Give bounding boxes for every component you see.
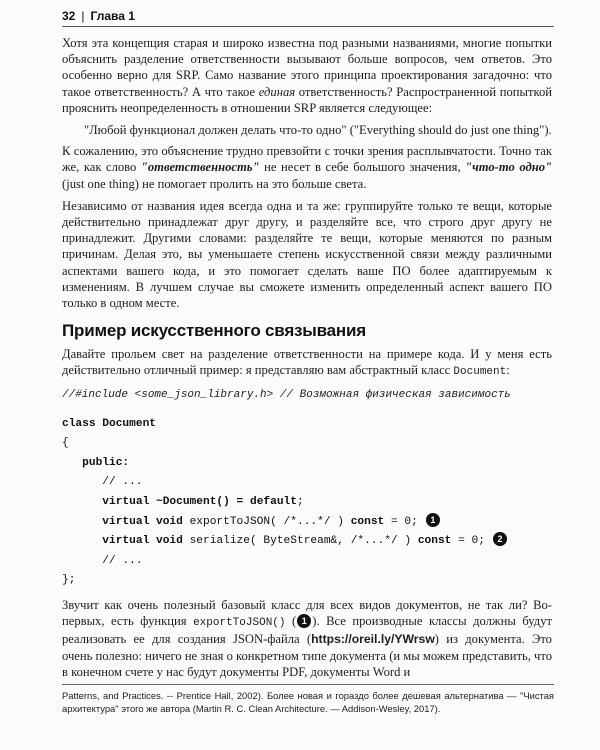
paragraph-4-a: Давайте прольем свет на разделение ответственности на примере кода. И у меня есть действительно отличный пример: я представляю вам абстрактный класс: [62, 347, 552, 378]
emphasis-one-thing: "что-то одно": [465, 160, 552, 175]
code-line-5-b: default: [249, 496, 297, 509]
code-line-8-b: serialize( ByteStream&, /*...*/ ): [189, 535, 418, 548]
inline-code-document: Document: [453, 366, 507, 379]
paragraph-5-b: . Все производные классы должны будут реализовать ее для создания JSON-файла (: [62, 614, 552, 647]
code-line-8: [62, 532, 552, 552]
emphasis-responsibility: "ответственность": [140, 160, 260, 175]
header-separator: |: [81, 9, 85, 23]
footnote: Patterns, and Practices. -- Prentice Hall, 2002). Более новая и гораздо более дешевая альтернатива — "Чистая архитектура" этого же автора (Martin R. C. Clean Architecture. — Addison-Wesley, 2017).: [62, 690, 554, 714]
code-line-8-c: const: [417, 535, 452, 548]
paragraph-2-b: не несет в себе большого значения,: [259, 160, 466, 175]
code-listing: [62, 415, 552, 591]
code-line-9: // ...: [62, 554, 143, 567]
code-line-7-d: = 0;: [384, 515, 418, 528]
json-link[interactable]: https://oreil.ly/YWrsw: [311, 632, 435, 647]
code-line-5-c: ;: [296, 496, 304, 509]
code-line-5: [62, 493, 552, 513]
code-line-4: // ...: [62, 476, 143, 489]
paragraph-2-a: К сожалению, это объяснение трудно превзойти с точки зрения расплывчатости. Точно так же, как слово: [62, 144, 552, 175]
code-line-8-d: = 0;: [451, 535, 485, 548]
include-comment-text: //#include <some_json_library.h> // Возможная физическая зависимость: [62, 388, 511, 401]
chapter-title: Глава 1: [90, 9, 135, 23]
paragraph-5-a: Звучит как очень полезный базовый класс для всех видов документов, не так ли? Во-первых, есть функция: [62, 598, 552, 629]
callout-1-inline-icon: 1: [297, 614, 311, 628]
code-line-1: class Document: [62, 417, 156, 430]
code-line-7: [62, 513, 552, 533]
paragraph-4-b: :: [506, 363, 510, 378]
paragraph-5: Звучит как очень полезный базовый класс для всех видов документов, не так ли? Во-первых, есть функция exportToJSON() ( 1 ). Все производные классы должны будут реализовать ее для создания JSON-файла (https://oreil.ly/YWrsw) из документа. Это очень полезно: ничего не зная о конкретном типе документа (и мы можем представить, что в конечном счете у нас будут документы PDF, документы Word и: [62, 598, 552, 679]
inline-code-export: exportToJSON(): [193, 617, 286, 630]
paragraph-1: [62, 35, 552, 116]
code-line-7-a: virtual void: [62, 515, 190, 528]
code-line-8-a: virtual void: [62, 535, 190, 548]
callout-1-icon: 1: [426, 513, 440, 527]
paragraph-5-c: ) из документа. Это очень полезно: ничего не зная о конкретном типе документа (и мы можем представить, что в конечном счете у нас будут документы PDF, документы Word и: [62, 632, 552, 679]
code-line-2: {: [62, 437, 69, 450]
footnote-rule: [62, 684, 554, 685]
page-body: [62, 35, 552, 686]
header-rule: [62, 26, 554, 27]
code-line-5-a: virtual ~Document() =: [62, 496, 250, 509]
code-line-7-b: exportToJSON( /*...*/ ): [189, 515, 351, 528]
section-heading: Пример искусственного связывания: [62, 321, 366, 341]
code-line-10: };: [62, 574, 76, 587]
callout-2-icon: 2: [493, 532, 507, 546]
code-line-3: public:: [62, 456, 130, 469]
quote-block: "Любой функционал должен делать что-то одно" ("Everything should do just one thing").: [84, 123, 552, 138]
running-head: [62, 9, 562, 23]
emphasis-edinaya: единая: [258, 84, 296, 99]
code-line-7-c: const: [350, 515, 385, 528]
include-comment-line: [62, 387, 552, 403]
paragraph-1-end: ответственность? Распространенной попыткой прояснить неопределенность в отношении SRP является следующее:: [62, 84, 552, 115]
paragraph-2: [62, 143, 552, 192]
paragraph-2-c: (just one thing) не помогает пролить на это больше света.: [62, 176, 367, 191]
paragraph-3: Независимо от названия идея всегда одна и та же: группируйте только те вещи, которые действительно принадлежат друг другу, и разделяйте все, что строго друг другу не принадлежит. Другими словами: разделяйте те вещи, которые меняются по разным причинам. Делая это, вы уменьшаете степень искусственной связи между различными аспектами вашего кода, и это помогает сделать ваше ПО более адаптируемым к изменениям. В лучшем случае вы сможете изменить определенный аспект вашего ПО только в одном месте.: [62, 198, 552, 311]
page-number: 32: [62, 9, 76, 23]
paragraph-4: [62, 346, 552, 380]
paragraph-1-text: Хотя эта концепция старая и широко известна под разными названиями, многие попытки объяснить разделение ответственности вызывают больше вопросов, чем ответов. Это особенно верно для SRP. Само название этого принципа проектирования загадочно: что такое ответственность? А что такое: [62, 36, 552, 99]
